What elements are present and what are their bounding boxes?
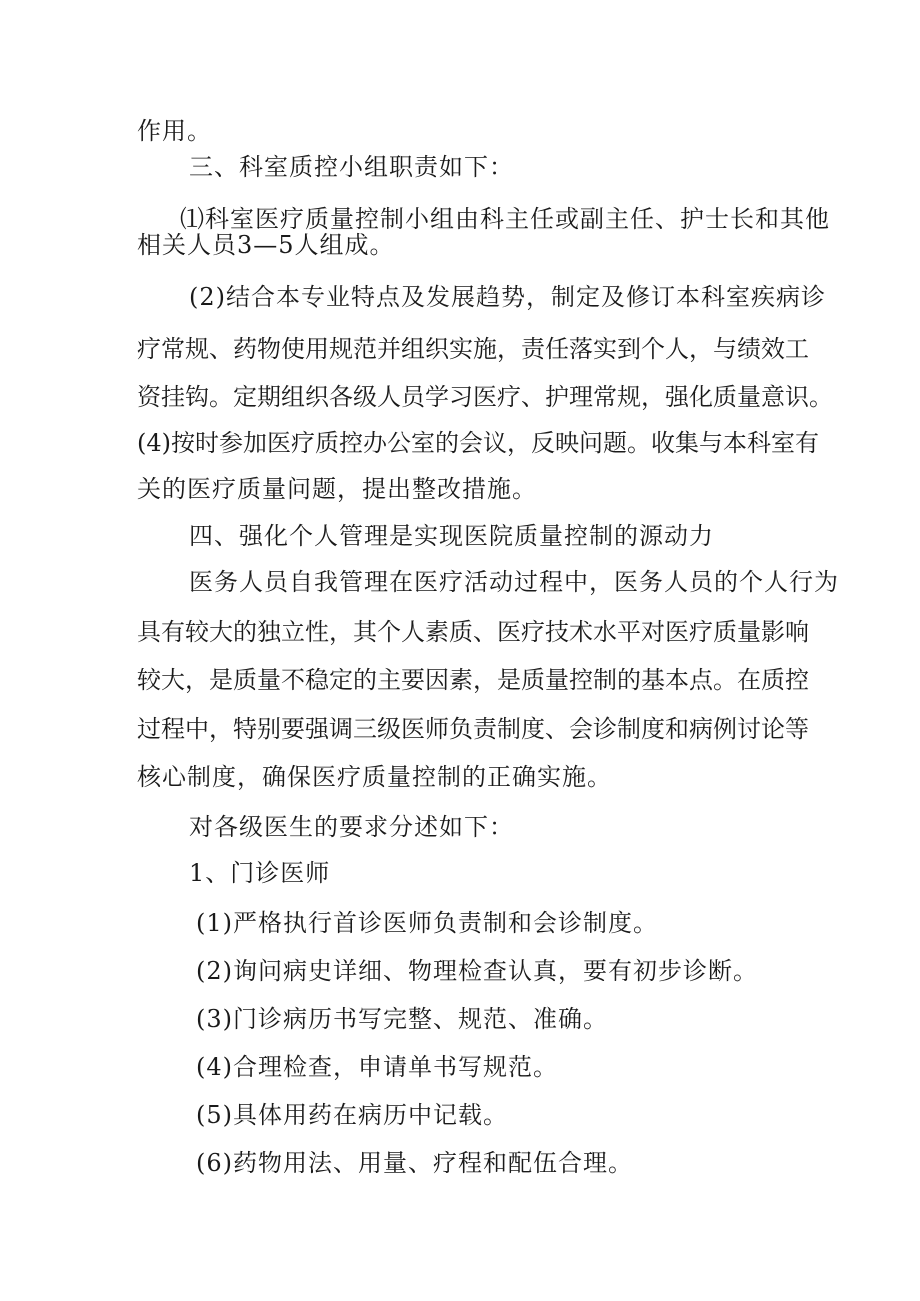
text-line: 资挂钩。定期组织各级人员学习医疗、护理常规，强化质量意识。 (137, 383, 833, 411)
text-line: 关的医疗质量问题，提出整改措施。 (137, 475, 537, 503)
text-line: 较大，是质量不稳定的主要因素，是质量控制的基本点。在质控 (137, 666, 809, 694)
list-item: (6)药物用法、用量、疗程和配伍合理。 (196, 1149, 633, 1177)
text-line: 过程中，特别要强调三级医师负责制度、会诊制度和病例讨论等 (137, 715, 809, 743)
list-item: (5)具体用药在病历中记载。 (196, 1101, 508, 1129)
text-line: (2)结合本专业特点及发展趋势，制定及修订本科室疾病诊 (189, 283, 826, 311)
list-item: (2)询问病史详细、物理检查认真，要有初步诊断。 (196, 957, 758, 985)
text-line: 相关人员3—5人组成。 (137, 231, 395, 259)
section-heading: 四、强化个人管理是实现医院质量控制的源动力 (189, 522, 714, 550)
list-item: (1)严格执行首诊医师负责制和会诊制度。 (196, 909, 658, 937)
text-line: 对各级医生的要求分述如下： (189, 813, 514, 841)
text-line: (4)按时参加医疗质控办公室的会议，反映问题。收集与本科室有 (137, 429, 819, 457)
text-line: 具有较大的独立性，其个人素质、医疗技术水平对医疗质量影响 (137, 618, 809, 646)
text-line: ⑴科室医疗质量控制小组由科主任或副主任、护士长和其他 (180, 205, 830, 233)
list-item: (3)门诊病历书写完整、规范、准确。 (196, 1005, 608, 1033)
text-line: 核心制度，确保医疗质量控制的正确实施。 (137, 763, 612, 791)
section-heading: 三、科室质控小组职责如下： (189, 153, 514, 181)
text-line: 医务人员自我管理在医疗活动过程中，医务人员的个人行为 (189, 568, 839, 596)
subsection-heading: 1、门诊医师 (189, 859, 331, 887)
text-line: 作用。 (137, 117, 212, 145)
list-item: (4)合理检查，申请单书写规范。 (196, 1053, 558, 1081)
text-line: 疗常规、药物使用规范并组织实施，责任落实到个人，与绩效工 (137, 335, 809, 363)
